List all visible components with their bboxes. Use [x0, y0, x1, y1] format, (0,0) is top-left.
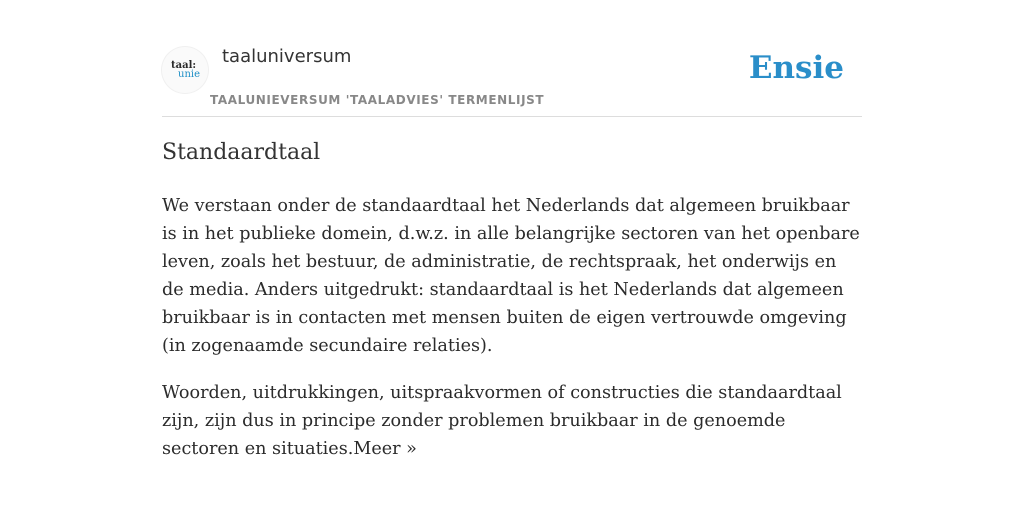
entry-header: [162, 0, 862, 117]
read-more-link[interactable]: Meer »: [353, 439, 417, 459]
taalunie-logo[interactable]: [162, 47, 208, 93]
definition-paragraph-2: [162, 379, 862, 463]
source-subtitle: TAALUNIEVERSUM 'TAALADVIES' TERMENLIJST: [210, 93, 545, 107]
definition-paragraph-2-text: Woorden, uitdrukkingen, uitspraakvormen of constructies die standaardtaal zijn, zijn dus in principe zonder problemen bruikbaar in de genoemde sectoren en situaties.: [162, 383, 842, 459]
logo-text-line1: taal:: [171, 60, 197, 71]
entry-card: [162, 0, 862, 512]
ensie-brand-logo[interactable]: Ensie: [748, 50, 844, 86]
entry-term-title: Standaardtaal: [162, 140, 321, 165]
definition-paragraph-1: We verstaan onder de standaardtaal het Nederlands dat algemeen bruikbaar is in het publieke domein, d.w.z. in alle belangrijke sectoren van het openbare leven, zoals het bestuur, de administratie, de rechtspraak, het onderwijs en de media. Anders uitgedrukt: standaardtaal is het Nederlands dat algemeen bruikbaar is in contacten met mensen buiten de eigen vertrouwde omgeving (in zogenaamde secundaire relaties).: [162, 196, 860, 356]
source-name[interactable]: taaluniversum: [222, 46, 352, 67]
logo-text-line2: unie: [178, 69, 200, 80]
